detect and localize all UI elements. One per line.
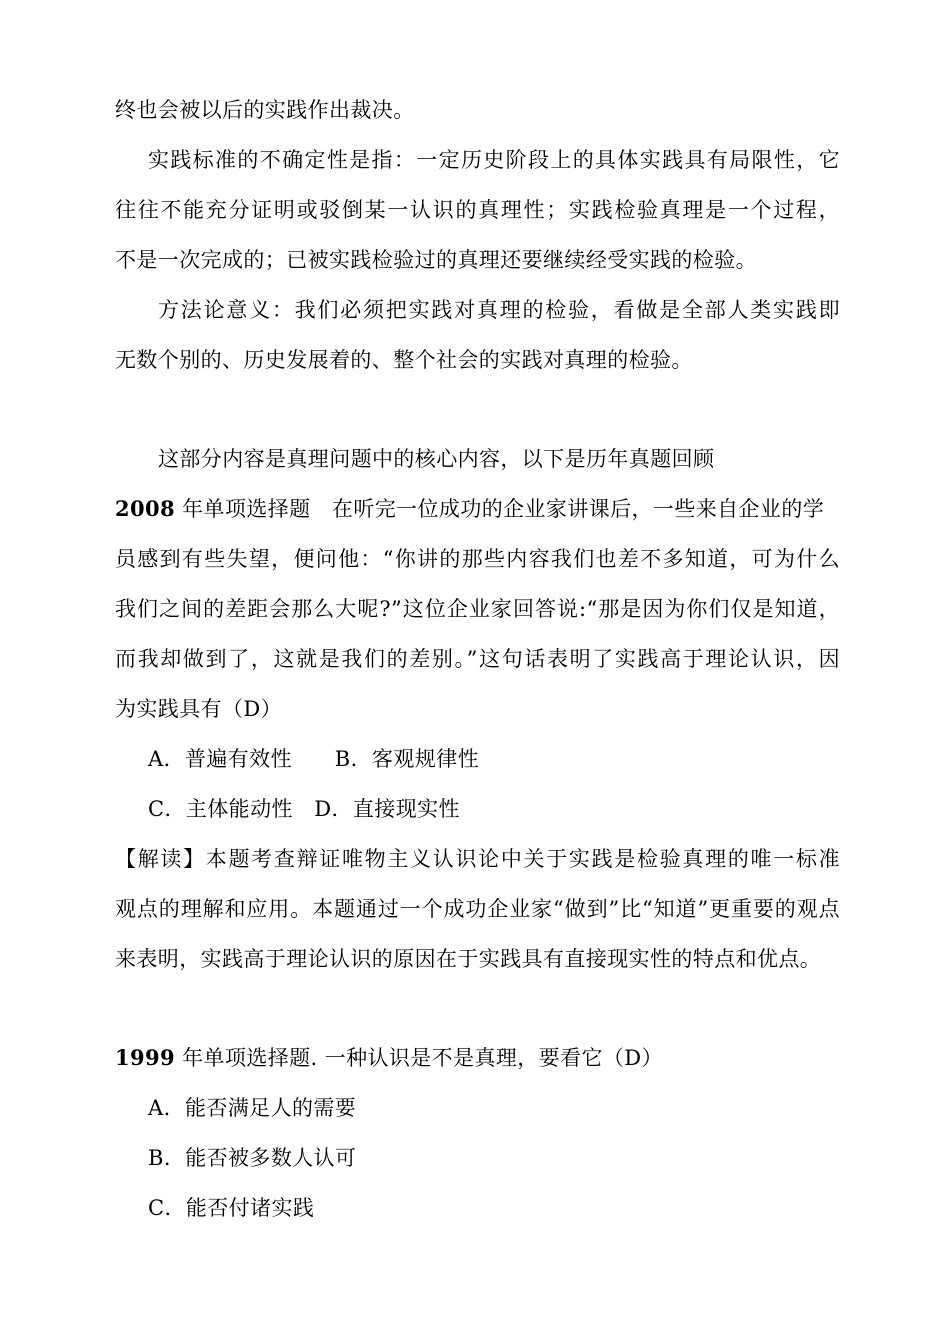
question-text: 年单项选择题 在听完一位成功的企业家讲课后，一些来自企业的学 — [175, 497, 825, 521]
explanation-line: 来表明，实践高于理论认识的原因在于实践具有直接现实性的特点和优点。 — [115, 947, 822, 971]
answer-options: A．普遍有效性 B．客观规律性 — [148, 747, 479, 771]
question-year: 1999 — [115, 1045, 176, 1070]
question-2008-line: 为实践具有（D） — [115, 697, 283, 721]
question-text: 年单项选择题. 一种认识是不是真理，要看它（D） — [175, 1046, 663, 1070]
question-2008-line — [115, 494, 840, 524]
answer-option-c: C．能否付诸实践 — [148, 1196, 315, 1220]
section-intro: 这部分内容是真理问题中的核心内容，以下是历年真题回顾 — [158, 447, 715, 471]
explanation-line: 观点的理解和应用。本题通过一个成功企业家“做到”比“知道”更重要的观点 — [115, 897, 840, 921]
paragraph-line: 往往不能充分证明或驳倒某一认识的真理性；实践检验真理是一个过程， — [115, 198, 840, 222]
explanation-line: 【解读】本题考查辩证唯物主义认识论中关于实践是检验真理的唯一标准 — [115, 847, 840, 871]
question-2008-line: 而我却做到了，这就是我们的差别。”这句话表明了实践高于理论认识，因 — [115, 647, 840, 671]
answer-option-a: A．能否满足人的需要 — [148, 1096, 357, 1120]
question-2008-line: 我们之间的差距会那么大呢?”这位企业家回答说:“那是因为你们仅是知道， — [115, 597, 840, 621]
question-year: 2008 — [115, 496, 176, 521]
paragraph-line: 不是一次完成的；已被实践检验过的真理还要继续经受实践的检验。 — [115, 248, 757, 272]
question-1999-line — [115, 1043, 840, 1073]
paragraph-line: 无数个别的、历史发展着的、整个社会的实践对真理的检验。 — [115, 348, 693, 372]
paragraph-line: 方法论意义：我们必须把实践对真理的检验，看做是全部人类实践即 — [158, 298, 840, 322]
paragraph-line: 终也会被以后的实践作出裁决。 — [115, 98, 415, 122]
answer-option-b: B．能否被多数人认可 — [148, 1146, 357, 1170]
paragraph-line: 实践标准的不确定性是指：一定历史阶段上的具体实践具有局限性，它 — [148, 148, 840, 172]
question-2008-line: 员感到有些失望，便问他：“你讲的那些内容我们也差不多知道，可为什么 — [115, 547, 840, 571]
answer-options: C．主体能动性 D．直接现实性 — [148, 797, 460, 821]
